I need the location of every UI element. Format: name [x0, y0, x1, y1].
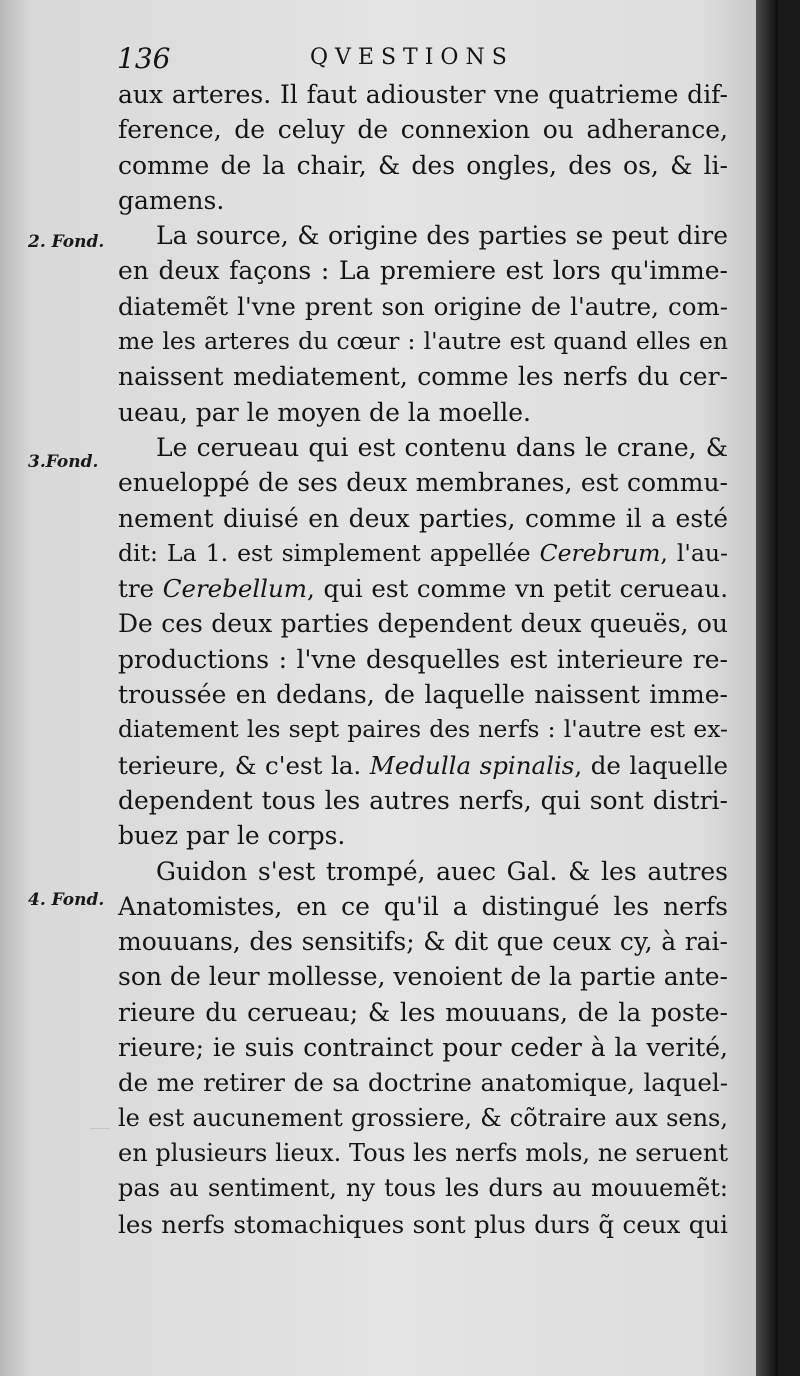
- text-line: productions : l'vne desquelles est interieure re-: [118, 644, 728, 674]
- text-line: [118, 571, 728, 606]
- text-line: les nerfs stomachiques sont plus durs q̃ ceux qui: [118, 1209, 728, 1239]
- latin-term-cerebrum: Cerebrum: [539, 538, 661, 567]
- text-line: ueau, par le moyen de la moelle.: [118, 397, 531, 427]
- text-line: La source, & origine des parties se peut dire: [156, 221, 728, 251]
- text-line: buez par le corps.: [118, 821, 346, 851]
- margin-note-fond-3: 3.Fond.: [28, 452, 99, 472]
- text-line: [118, 748, 728, 783]
- text-line: gamens.: [118, 185, 225, 215]
- text-line: dependent tous les autres nerfs, qui sont distri-: [118, 785, 728, 815]
- text-segment: tre: [118, 574, 155, 604]
- text-line: diatemẽt l'vne prent son origine de l'autre, com-: [118, 291, 728, 321]
- margin-note-fond-2: 2. Fond.: [28, 232, 105, 252]
- text-line: enueloppé de ses deux membranes, est commu-: [118, 468, 728, 498]
- text-line: son de leur mollesse, venoient de la partie ante-: [118, 962, 728, 992]
- body-text: [118, 77, 728, 1242]
- text-line: De ces deux parties dependent deux queuës, ou: [118, 609, 728, 639]
- text-line: me les arteres du cœur : l'autre est quand elles en: [118, 327, 728, 356]
- text-line: aux arteres. Il faut adiouster vne quatrieme dif-: [118, 80, 728, 109]
- text-line: en deux façons : La premiere est lors qu'imme-: [118, 256, 728, 286]
- text-segment: , l'au-: [660, 538, 728, 567]
- latin-term-cerebellum: Cerebellum: [162, 574, 308, 604]
- text-line: troussée en dedans, de laquelle naissent imme-: [118, 680, 728, 710]
- text-segment: terieure, & c'est la.: [118, 750, 362, 780]
- text-line: pas au sentiment, ny tous les durs au mouuemẽt:: [118, 1174, 728, 1203]
- ink-show-through: [90, 1128, 110, 1141]
- page-gutter: [756, 0, 778, 1376]
- text-line: Guidon s'est trompé, auec Gal. & les autres: [156, 856, 728, 886]
- page-number: 136: [117, 42, 171, 75]
- text-line: rieure du cerueau; & les mouuans, de la poste-: [118, 997, 728, 1027]
- text-line: rieure; ie suis contrainct pour ceder à la verité,: [118, 1033, 728, 1063]
- text-line: en plusieurs lieux. Tous les nerfs mols, ne seruent: [118, 1138, 728, 1167]
- text-segment: dit: La 1. est simplement appellée: [118, 538, 531, 567]
- text-line: comme de la chair, & des ongles, des os, & li-: [118, 150, 728, 180]
- text-segment: , de laquelle: [574, 750, 728, 780]
- text-line: de me retirer de sa doctrine anatomique, laquel-: [118, 1068, 728, 1098]
- page-header: [0, 40, 778, 80]
- text-line: mouuans, des sensitifs; & dit que ceux cy, à rai-: [118, 927, 728, 957]
- text-line: Anatomistes, en ce qu'il a distingué les nerfs: [118, 891, 728, 921]
- text-line: naissent mediatement, comme les nerfs du cer-: [118, 362, 728, 392]
- margin-note-fond-4: 4. Fond.: [28, 890, 105, 910]
- text-line: Le cerueau qui est contenu dans le crane, &: [156, 432, 728, 462]
- text-line: nement diuisé en deux parties, comme il a esté: [118, 503, 728, 533]
- text-line: ference, de celuy de connexion ou adherance,: [118, 115, 728, 145]
- text-line: le est aucunement grossiere, & cõtraire aux sens,: [118, 1103, 728, 1132]
- running-title: QVESTIONS: [310, 45, 514, 70]
- latin-term-medulla: Medulla spinalis: [369, 750, 575, 780]
- text-segment: , qui est comme vn petit cerueau.: [307, 574, 728, 604]
- text-line: diatement les sept paires des nerfs : l'autre est ex-: [118, 715, 728, 744]
- text-line: [118, 536, 728, 571]
